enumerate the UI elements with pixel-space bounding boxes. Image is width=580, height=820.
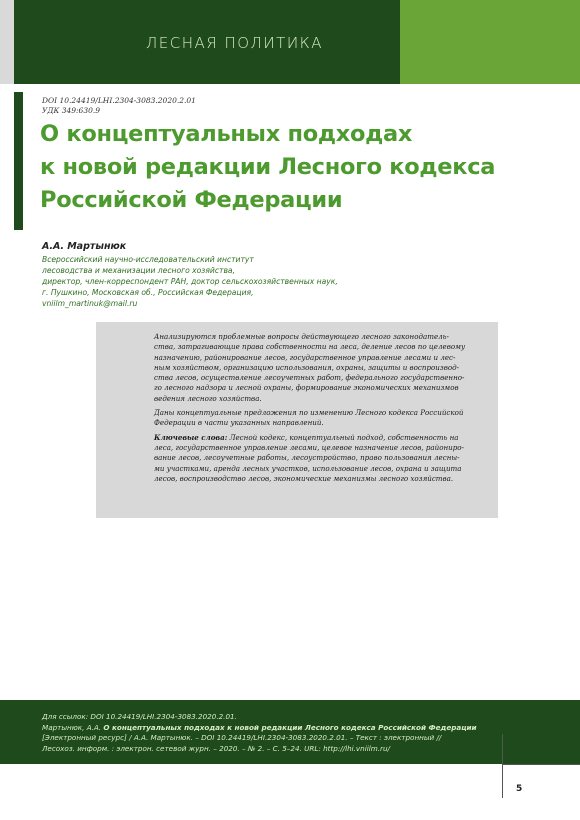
abstract-line: Федерации в части указанных направлений. — [154, 418, 324, 428]
header-light-band — [400, 0, 580, 84]
abstract-line: ным хозяйством, организацию использования, охраны, защиты и воспроизвод- — [154, 362, 460, 372]
abstract-line: Даны концептуальные предложения по изменению Лесного кодекса Российской — [154, 408, 464, 418]
title-line: к новой редакции Лесного кодекса — [40, 154, 496, 180]
page-number: 5 — [516, 784, 523, 794]
abstract-line: го лесного надзора и лесной охраны, формирование экономических механизмов — [154, 383, 459, 393]
citation-line — [42, 723, 477, 734]
abstract-text — [154, 332, 478, 484]
keywords-label: Ключевые слова: — [154, 432, 228, 442]
page-corner-hline — [502, 764, 580, 765]
title-line: Российской Федерации — [40, 187, 343, 213]
header-gray-block — [0, 0, 14, 84]
doi: DOI 10.24419/LHI.2304-3083.2020.2.01 — [42, 96, 196, 105]
affiliation-line: Всероссийский научно-исследовательский институт — [42, 255, 254, 264]
page-corner-vline — [502, 734, 503, 798]
citation-line: [Электронный ресурс] / А.А. Мартынюк. – DOI 10.24419/LHI.2304-3083.2020.2.01. – Текст : электронный // — [42, 733, 442, 742]
title-line: О концептуальных подходах — [40, 121, 413, 147]
author-email[interactable]: vniilm_martinuk@mail.ru — [42, 299, 138, 308]
author-name: А.А. Мартынюк — [42, 241, 127, 252]
keywords-line: леса, государственное управление лесами, целевое назначение лесов, райониро- — [154, 442, 464, 452]
citation-line[interactable]: Лесохоз. информ. : электрон. сетевой журн. – 2020. – № 2. – С. 5–24. URL: http://lhi.vniilm.ru/ — [42, 743, 390, 753]
keywords-line: ми участками, аренда лесных участков, использование лесов, охрана и защита — [154, 463, 462, 473]
citation-line: Для ссылок: DOI 10.24419/LHI.2304-3083.2020.2.01. — [42, 712, 237, 721]
keywords-first: Лесной кодекс, концептуальный подход, собственность на — [227, 432, 459, 442]
title-accent-bar — [14, 92, 23, 230]
abstract-line: ведения лесного хозяйства. — [154, 393, 262, 403]
affiliation-line: г. Пушкино, Московская об., Российская Федерация, — [42, 288, 254, 297]
affiliation-line: лесоводства и механизации лесного хозяйства, — [42, 266, 235, 275]
author-affiliation — [42, 254, 338, 309]
section-title: ЛЕСНАЯ ПОЛИТИКА — [146, 34, 324, 52]
abstract-line: Анализируются проблемные вопросы действующего лесного законодатель- — [154, 332, 449, 341]
udk: УДК 349:630.9 — [42, 106, 101, 115]
keywords-line: лесов, воспроизводство лесов, экономические механизмы лесного хозяйства. — [154, 473, 454, 483]
abstract-box — [96, 322, 498, 518]
citation-author: Мартынюк, А.А. — [42, 722, 104, 732]
article-title — [40, 118, 496, 217]
affiliation-line: директор, член-корреспондент РАН, доктор сельскохозяйственных наук, — [42, 277, 338, 286]
abstract-line: ства лесов, осуществление лесоучетных работ, федерального государственно- — [154, 373, 465, 383]
citation-text — [42, 712, 477, 754]
citation-title: О концептуальных подходах к новой редакции Лесного кодекса Российской Федерации — [103, 722, 477, 732]
abstract-line: ства, затрагивающие права собственности на леса, деление лесов по целевому — [154, 342, 466, 352]
keywords-line — [154, 433, 478, 443]
abstract-line: назначению, районирование лесов, государственное управление лесами и лес- — [154, 352, 456, 362]
keywords-line: вание лесов, лесоучетные работы, лесоустройство, право пользования лесны- — [154, 453, 460, 463]
